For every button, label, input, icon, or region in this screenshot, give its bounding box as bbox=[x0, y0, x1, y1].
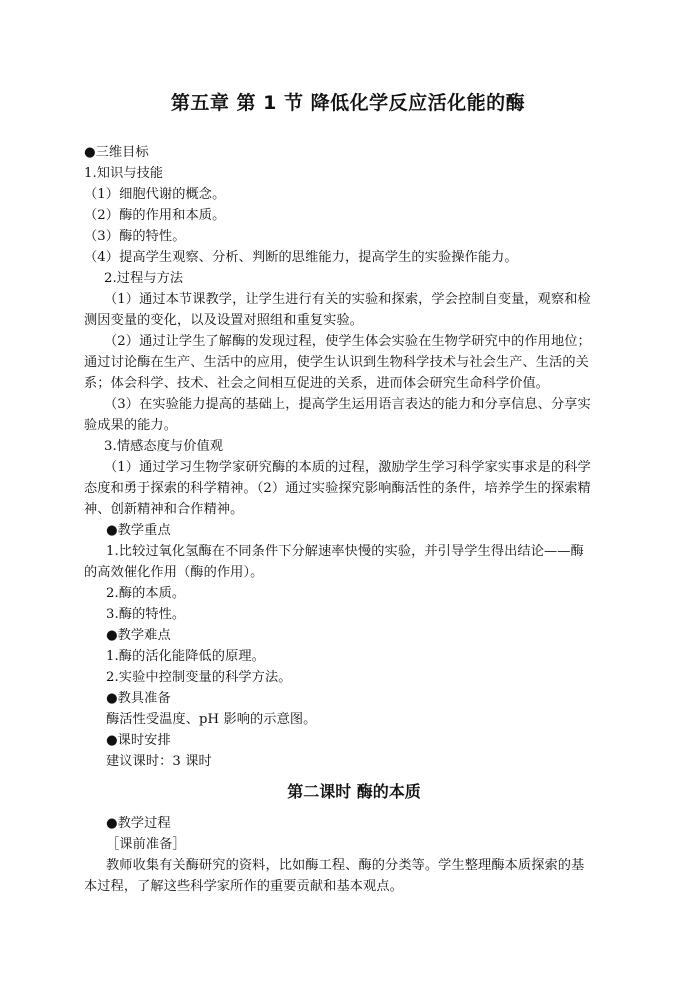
list-item: （4）提高学生观察、分析、判断的思维能力，提高学生的实验操作能力。 bbox=[84, 250, 518, 265]
list-item: 2.酶的本质。 bbox=[106, 586, 186, 601]
paragraph-line: 1.比较过氧化氢酶在不同条件下分解速率快慢的实验，并引导学生得出结论——酶 bbox=[106, 544, 584, 559]
page-title: 第五章 第 1 节 降低化学反应活化能的酶 bbox=[170, 92, 526, 114]
paragraph-line: 系；体会科学、技术、社会之间相互促进的关系，进而体会研究生命科学价值。 bbox=[84, 376, 550, 391]
section-heading-tools: ●教具准备 bbox=[106, 691, 171, 706]
section-heading-schedule: ●课时安排 bbox=[106, 733, 171, 748]
paragraph-line: 酶活性受温度、pH 影响的示意图。 bbox=[106, 712, 317, 727]
paragraph-line: 通过讨论酶在生产、生活中的应用，使学生认识到生物科学技术与社会生产、生活的关 bbox=[84, 355, 589, 370]
subheading-knowledge: 1.知识与技能 bbox=[84, 166, 164, 181]
list-item: （2）酶的作用和本质。 bbox=[84, 208, 226, 223]
paragraph-line: 教师收集有关酶研究的资料，比如酶工程、酶的分类等。学生整理酶本质探索的基 bbox=[106, 858, 585, 873]
paragraph-line: 的高效催化作用（酶的作用）。 bbox=[84, 565, 264, 580]
list-item: 2.实验中控制变量的科学方法。 bbox=[106, 670, 292, 685]
paragraph-line: 神、创新精神和合作精神。 bbox=[84, 502, 244, 517]
paragraph-line: 测因变量的变化，以及设置对照组和重复实验。 bbox=[84, 313, 364, 328]
paragraph-line: （1）通过本节课教学，让学生进行有关的实验和探索，学会控制自变量，观察和检 bbox=[104, 292, 591, 307]
section-heading-key: ●教学重点 bbox=[106, 523, 171, 538]
list-item: 1.酶的活化能降低的原理。 bbox=[106, 649, 265, 664]
paragraph-line: （2）通过让学生了解酶的发现过程，使学生体会实验在生物学研究中的作用地位； bbox=[104, 334, 591, 349]
subheading-emotion: 3.情感态度与价值观 bbox=[104, 439, 224, 454]
subheading-process: 2.过程与方法 bbox=[104, 271, 184, 286]
paragraph-line: 本过程，了解这些科学家所作的重要贡献和基本观点。 bbox=[84, 879, 403, 894]
document-body bbox=[84, 142, 624, 897]
paragraph-line: （3）在实验能力提高的基础上，提高学生运用语言表达的能力和分享信息、分享实 bbox=[104, 397, 591, 412]
lesson-title: 第二课时 酶的本质 bbox=[287, 782, 421, 801]
subheading-prep: ［课前准备］ bbox=[106, 837, 186, 852]
list-item: （3）酶的特性。 bbox=[84, 229, 186, 244]
paragraph-line: 态度和勇于探索的科学精神。（2）通过实验探究影响酶活性的条件，培养学生的探索精 bbox=[84, 481, 591, 496]
section-heading-teaching: ●教学过程 bbox=[106, 816, 171, 831]
paragraph-line: 验成果的能力。 bbox=[84, 418, 178, 433]
section-heading-goals: ●三维目标 bbox=[84, 145, 149, 160]
list-item: 3.酶的特性。 bbox=[106, 607, 186, 622]
paragraph-line: 建议课时：3 课时 bbox=[106, 754, 212, 769]
paragraph-line: （1）通过学习生物学家研究酶的本质的过程，激励学生学习科学家实事求是的科学 bbox=[104, 460, 591, 475]
list-item: （1）细胞代谢的概念。 bbox=[84, 187, 226, 202]
section-heading-difficulty: ●教学难点 bbox=[106, 628, 171, 643]
